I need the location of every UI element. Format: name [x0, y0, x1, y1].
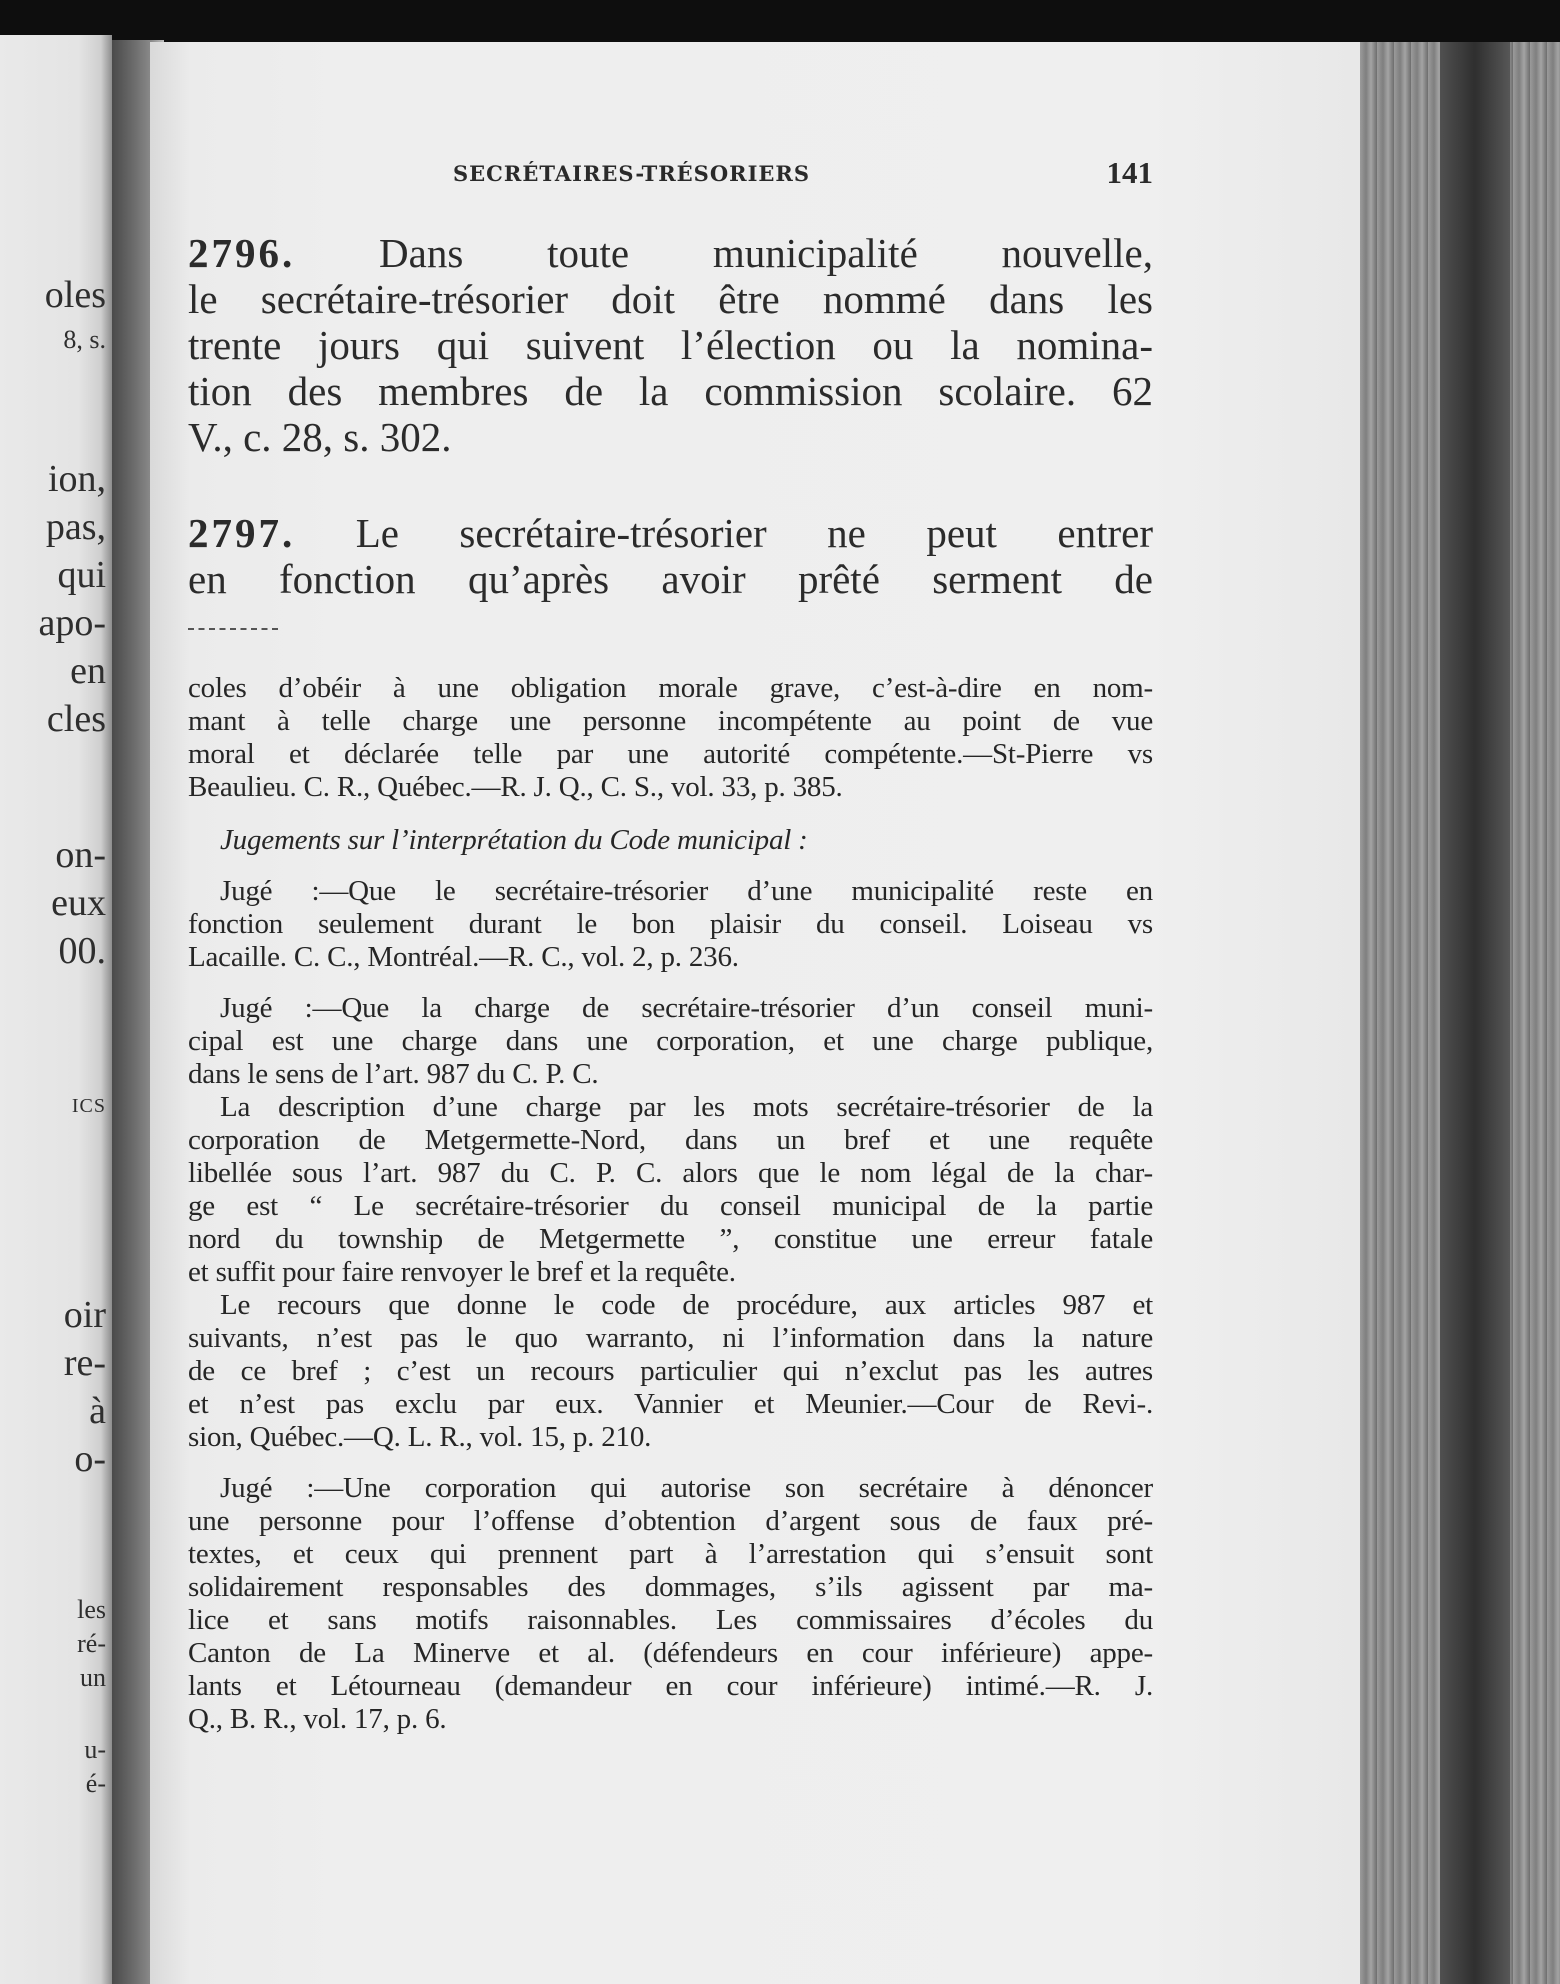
footnote-line: mant à telle charge une personne incompétente au point de vue [188, 705, 1153, 737]
footnote-line: Q., B. R., vol. 17, p. 6. [188, 1703, 447, 1735]
left-page-text: on- [55, 834, 106, 876]
judgment-3 [188, 1472, 1153, 1736]
footnote-line: dans le sens de l’art. 987 du C. P. C. [188, 1058, 599, 1090]
article-line: trente jours qui suivent l’élection ou la nomina- [188, 322, 1153, 368]
footnote-line: et n’est pas exclu par eux. Vannier et Meunier.—Cour de Revi-. [188, 1388, 1153, 1420]
article-number: 2797. [188, 510, 296, 556]
article-line: le secrétaire-trésorier doit être nommé dans les [188, 276, 1153, 322]
footnote-line: suivants, n’est pas le quo warranto, ni l’information dans la nature [188, 1322, 1153, 1354]
left-page-text: oir [63, 1294, 106, 1336]
left-page-text: 8, s. [63, 325, 106, 354]
footnote-line: lice et sans motifs raisonnables. Les commissaires d’écoles du [188, 1604, 1153, 1636]
footnote-line: cipal est une charge dans une corporation, et une charge publique, [188, 1025, 1153, 1057]
scan-top-border [0, 0, 1560, 44]
footnote-line: sion, Québec.—Q. L. R., vol. 15, p. 210. [188, 1421, 652, 1453]
footnote-line: coles d’obéir à une obligation morale grave, c’est-à-dire en nom- [188, 672, 1153, 704]
left-page-text: qui [57, 554, 106, 596]
section-heading: Jugements sur l’interprétation du Code municipal : [220, 824, 808, 856]
article-text: Le secrétaire-trésorier ne peut entrer [355, 510, 1153, 556]
footnote-line: moral et déclarée telle par une autorité compétente.—St-Pierre vs [188, 738, 1153, 770]
left-page-text: é- [85, 1769, 106, 1798]
left-page-text: oles [44, 274, 106, 316]
article-2797 [188, 510, 1153, 602]
article-text: Dans toute municipalité nouvelle, [379, 230, 1153, 276]
left-page-text: à [89, 1390, 106, 1432]
running-title: SECRÉTAIRES-TRÉSORIERS [453, 161, 811, 186]
footnote-line: Le recours que donne le code de procédure, aux articles 987 et [220, 1289, 1153, 1321]
footnote-line: Jugé :—Une corporation qui autorise son secrétaire à dénoncer [220, 1472, 1153, 1504]
left-page-text: un [80, 1663, 106, 1692]
left-page-text: cles [46, 698, 106, 740]
left-page-text: ré- [77, 1629, 106, 1658]
judgment-1 [188, 875, 1153, 974]
left-page-text: re- [63, 1342, 106, 1384]
article-line [188, 510, 1153, 556]
footnote-line: ge est “ Le secrétaire-trésorier du conseil municipal de la partie [188, 1190, 1153, 1222]
left-page-text: ion, [47, 458, 106, 500]
footnotes [188, 672, 1153, 1736]
footnote-line: La description d’une charge par les mots secrétaire-trésorier de la [220, 1091, 1153, 1123]
footnote-line: Jugé :—Que le secrétaire-trésorier d’une municipalité reste en [220, 875, 1153, 907]
left-page-text: ICS [71, 1095, 106, 1117]
article-line: V., c. 28, s. 302. [188, 414, 452, 460]
left-page-text: en [70, 650, 106, 692]
footnote-line: une personne pour l’offense d’obtention d’argent sous de faux pré- [188, 1505, 1153, 1537]
footnote-line: lants et Létourneau (demandeur en cour inférieure) intimé.—R. J. [188, 1670, 1153, 1702]
footnote-line: solidairement responsables des dommages, s’ils agissent par ma- [188, 1571, 1153, 1603]
footnote-line: Canton de La Minerve et al. (défendeurs en cour inférieure) appe- [188, 1637, 1153, 1669]
left-page-text: pas, [45, 506, 106, 548]
footnote-line: libellée sous l’art. 987 du C. P. C. alors que le nom légal de la char- [188, 1157, 1153, 1189]
footnote-separator [188, 628, 278, 630]
left-page-text: u- [84, 1735, 106, 1764]
running-header [188, 155, 1153, 195]
left-page-text: o- [74, 1438, 106, 1480]
left-page-text: apo- [38, 602, 106, 644]
article-line: en fonction qu’après avoir prêté serment de [188, 556, 1153, 602]
left-page-text: les [77, 1595, 106, 1624]
footnote-line: Beaulieu. C. R., Québec.—R. J. Q., C. S., vol. 33, p. 385. [188, 771, 843, 803]
article-number: 2796. [188, 230, 296, 276]
left-page-edge [0, 35, 112, 1984]
left-page-text: eux [51, 882, 106, 924]
footnote-line: textes, et ceux qui prennent part à l’arrestation qui s’ensuit sont [188, 1538, 1153, 1570]
judgment-2 [188, 992, 1153, 1454]
footnote-line: de ce bref ; c’est un recours particulier qui n’exclut pas les autres [188, 1355, 1153, 1387]
article-line: tion des membres de la commission scolaire. 62 [188, 368, 1153, 414]
left-page-text: 00. [58, 930, 106, 972]
footnote-line: Jugé :—Que la charge de secrétaire-trésorier d’un conseil muni- [220, 992, 1153, 1024]
footnote-line: corporation de Metgermette-Nord, dans un bref et une requête [188, 1124, 1153, 1156]
footnote-line: et suffit pour faire renvoyer le bref et la requête. [188, 1256, 736, 1288]
footnote-line: nord du township de Metgermette ”, constitue une erreur fatale [188, 1223, 1153, 1255]
footnote-line: fonction seulement durant le bon plaisir du conseil. Loiseau vs [188, 908, 1153, 940]
footnote-line: Lacaille. C. C., Montréal.—R. C., vol. 2, p. 236. [188, 941, 739, 973]
page-number: 141 [1106, 155, 1153, 190]
article-line [188, 230, 1153, 276]
article-2796 [188, 230, 1153, 460]
page-edge-shadow [1440, 42, 1510, 1984]
